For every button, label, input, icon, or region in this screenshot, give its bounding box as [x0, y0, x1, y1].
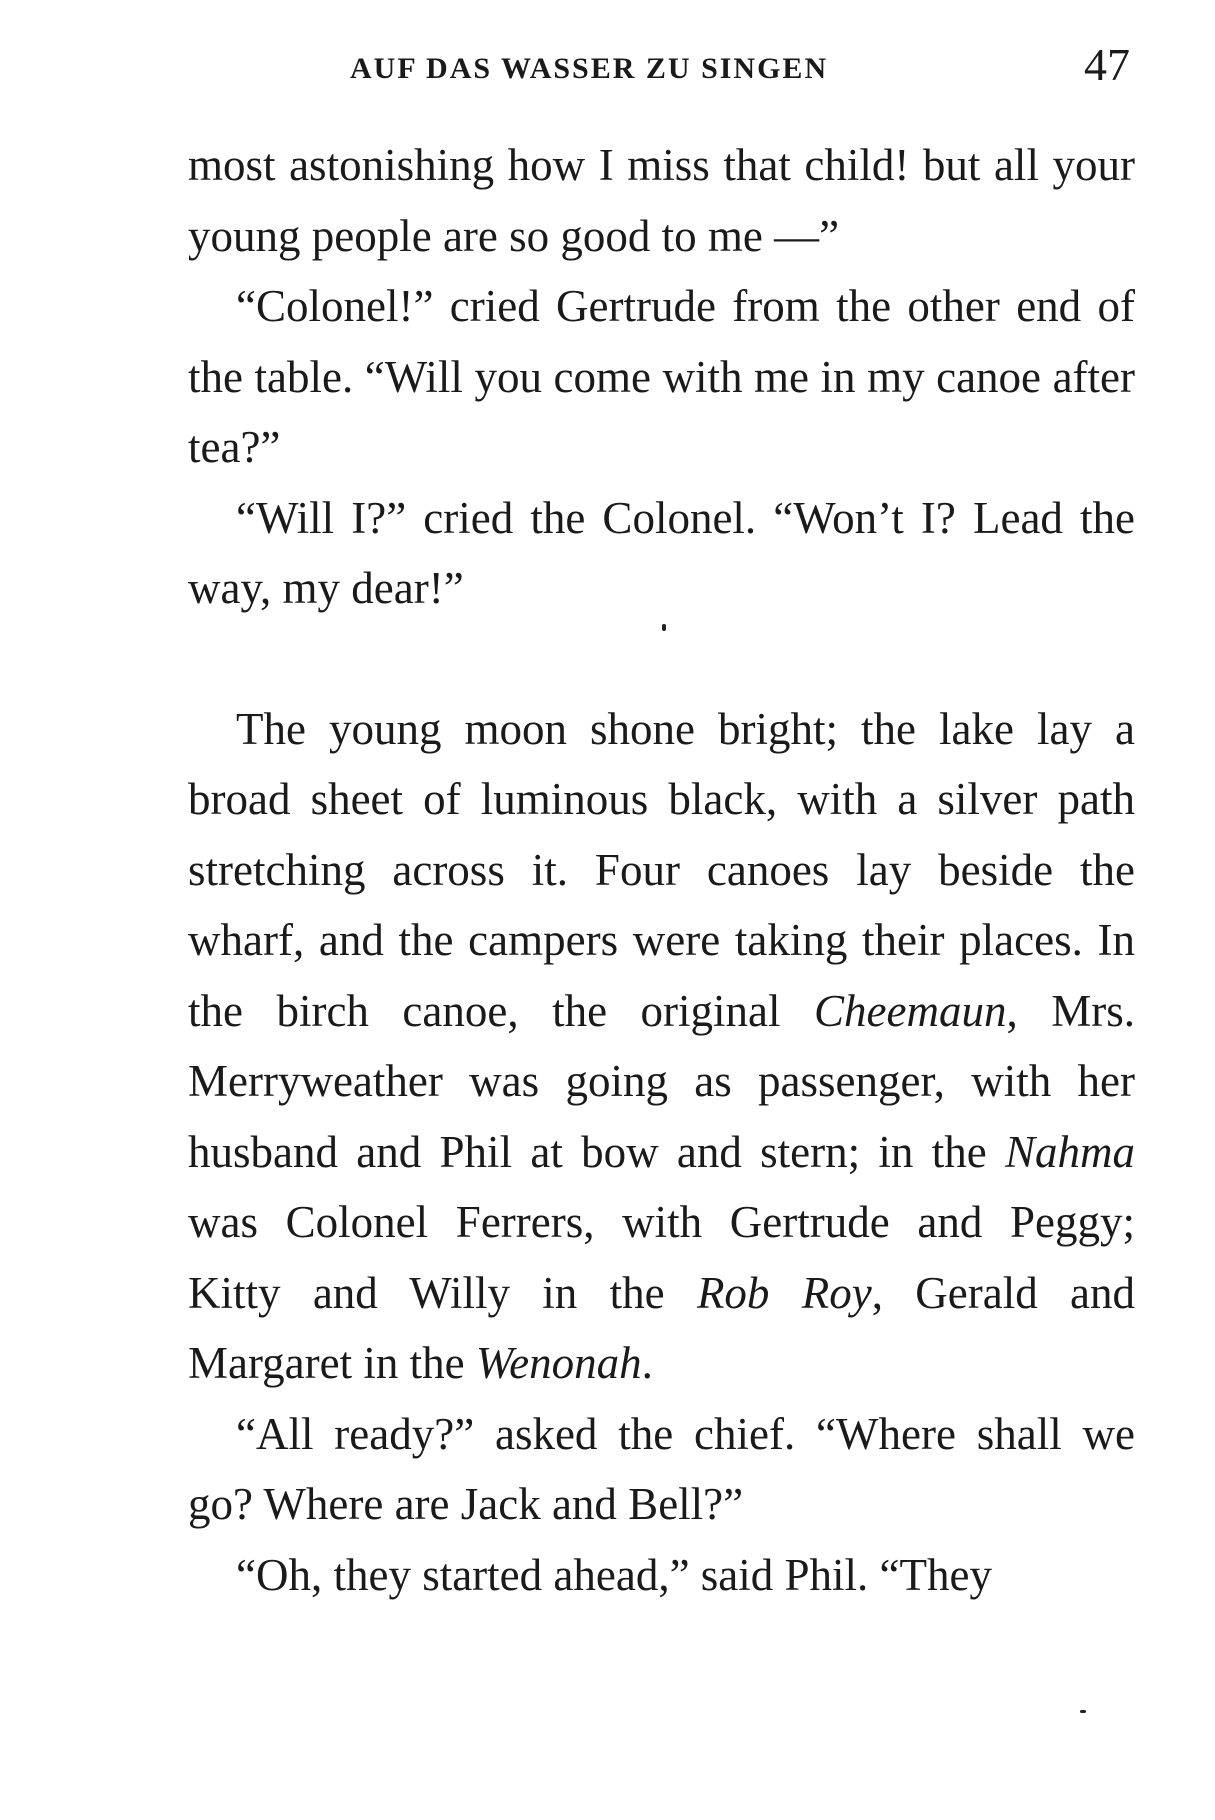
paragraph-4-text-c: , Mrs. Merryweather was going as passenger, with her husband and Phil at bow and stern; in the	[188, 985, 1135, 1177]
paragraph-5: “All ready?” asked the chief. “Where shall we go? Where are Jack and Bell?”	[188, 1408, 1135, 1529]
paragraph-2: “Colonel!” cried Gertrude from the other end of the table. “Will you come with me in my canoe after tea?”	[188, 281, 1135, 472]
paragraph-4	[188, 694, 1135, 1399]
body-text	[188, 130, 1135, 1610]
paragraph-4-text-e: was Colonel Ferrers, with Gertrude and Peggy; Kitty and Willy in the	[188, 1197, 1135, 1318]
page-number: 47	[1084, 39, 1130, 90]
canoe-name-cheemaun: Cheemaun	[814, 985, 1007, 1036]
running-head: AUF DAS WASSER ZU SINGEN	[350, 52, 829, 85]
ink-speck	[1080, 1710, 1086, 1713]
ink-speck	[662, 624, 666, 631]
paragraph-1: most astonishing how I miss that child! but all your young people are so good to me —”	[188, 140, 1135, 261]
page-header	[330, 38, 1130, 98]
paragraph-4-text-a: The young moon shone bright; the lake lay a broad sheet of luminous black, with a silver path stretching across it. Four canoes lay beside the wharf, and the campers were taking their places. In the birch canoe, the original	[188, 703, 1135, 1036]
paragraph-4-text-i: .	[641, 1338, 653, 1388]
paragraph-6: “Oh, they started ahead,” said Phil. “They	[236, 1549, 992, 1600]
canoe-name-nahma: Nahma	[1004, 1126, 1135, 1177]
paragraph-3: “Will I?” cried the Colonel. “Won’t I? Lead the way, my dear!”	[188, 492, 1135, 613]
paragraph-4-text-g: , Gerald and Margaret in the	[188, 1267, 1136, 1388]
canoe-name-rob-roy: Rob Roy	[696, 1267, 872, 1318]
canoe-name-wenonah: Wenonah	[475, 1338, 642, 1388]
section-break	[188, 624, 1135, 694]
